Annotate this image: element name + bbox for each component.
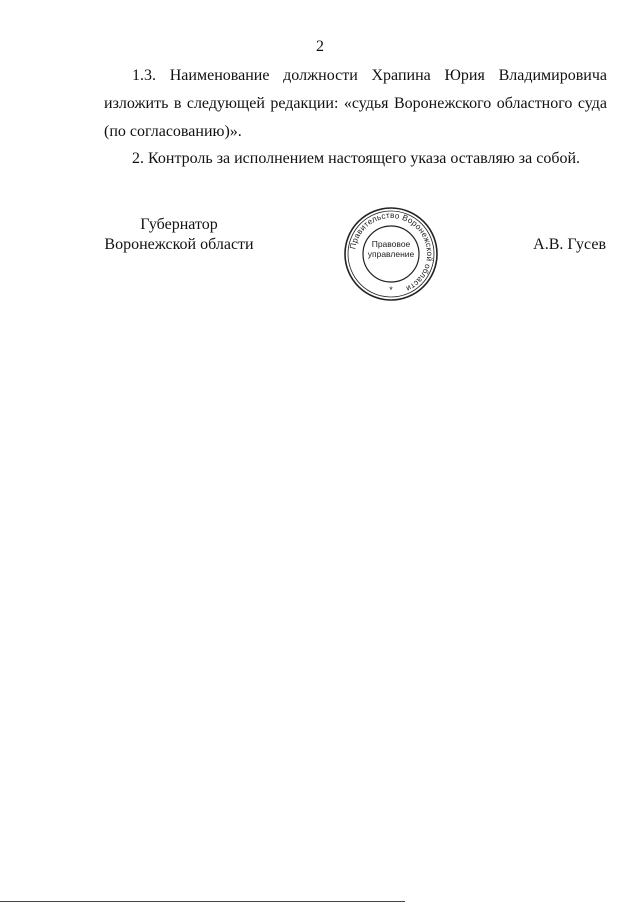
page-number: 2 [316, 38, 324, 55]
signer-role [104, 215, 254, 255]
official-stamp [342, 205, 440, 303]
stamp-center-line2: управление [367, 249, 415, 259]
signer-name: А.В. Гусев [533, 236, 606, 253]
stamp-center-text [364, 239, 418, 259]
signer-role-line2: Воронежской области [104, 236, 254, 253]
paragraph-2: 2. Контроль за исполнением настоящего указа оставляю за собой. [132, 150, 581, 167]
stamp-ring-text: Правительство Воронежской области [348, 210, 435, 294]
stamp-center-line1: Правовое [371, 239, 411, 249]
bottom-divider [0, 901, 405, 902]
paragraph-1-3: 1.3. Наименование должности Храпина Юрия Владимировича изложить в следующей редакции: «судья Воронежского областного суда (по согласованию)». [104, 67, 607, 140]
signer-role-line1: Губернатор [140, 216, 218, 233]
stamp-star: * [389, 285, 393, 295]
